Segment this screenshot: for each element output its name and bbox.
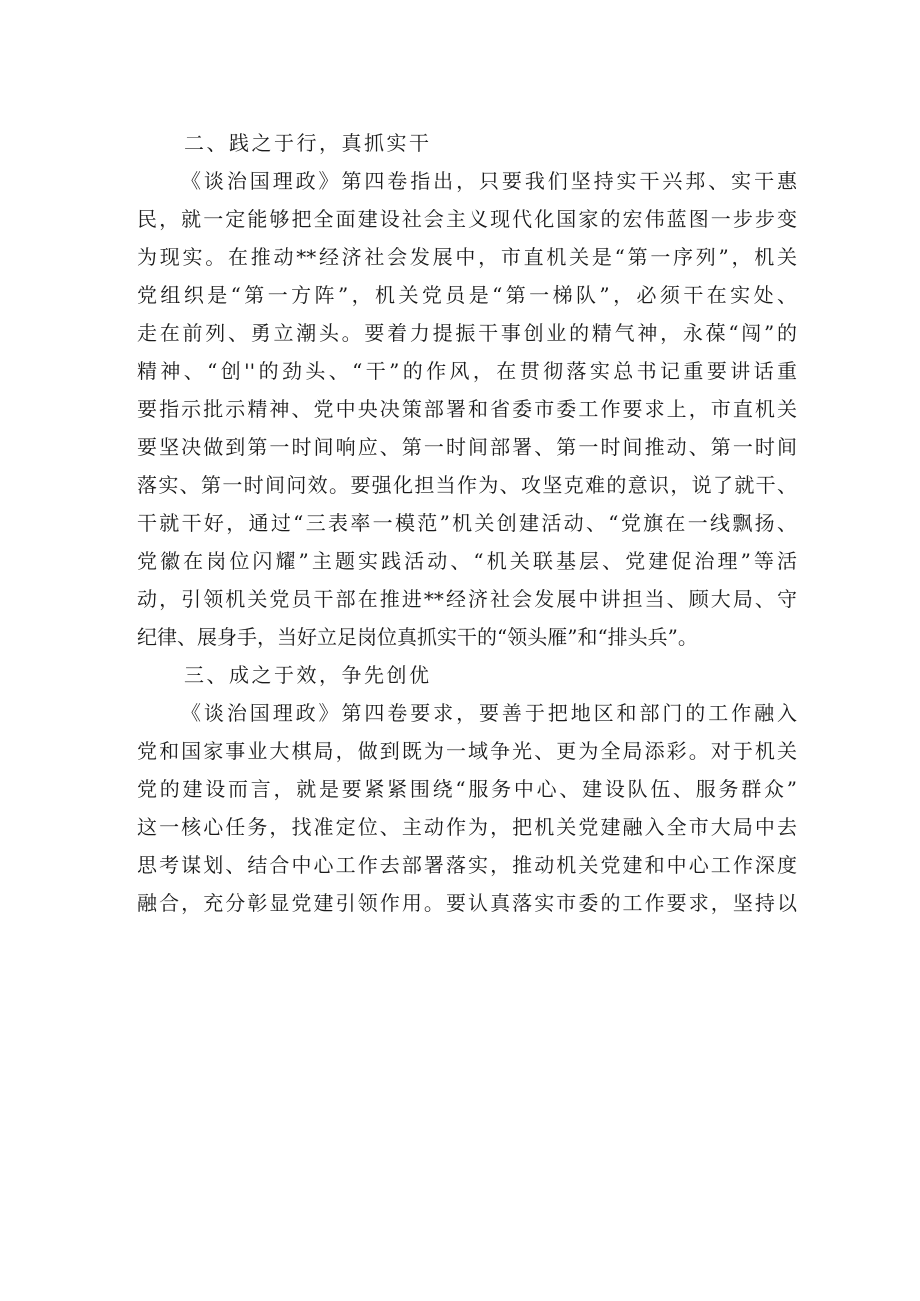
paragraph-line: 纪律、展身手，当好立足岗位真抓实干的“领头雁”和“排头兵”。 [137,625,698,649]
paragraph-line: 党徽在岗位闪耀”主题实践活动、“机关联基层、党建促治理”等活 [137,549,797,573]
paragraph-line: 《谈治国理政》第四卷指出，只要我们坚持实干兴邦、实干惠 [181,169,797,193]
paragraph-line: 精神、“创''的劲头、“干”的作风，在贯彻落实总书记重要讲话重 [137,359,797,383]
paragraph-line: 党组织是“第一方阵”，机关党员是“第一梯队”，必须干在实处、 [137,283,797,307]
paragraph-line: 思考谋划、结合中心工作去部署落实，推动机关党建和中心工作深度 [137,853,797,877]
paragraph-line: 干就干好，通过“三表率一模范”机关创建活动、“党旗在一线飘扬、 [137,511,797,535]
paragraph-line: 党和国家事业大棋局，做到既为一域争光、更为全局添彩。对于机关 [137,739,797,763]
section-3-paragraph [137,694,797,922]
paragraph-line: 党的建设而言，就是要紧紧围绕“服务中心、建设队伍、服务群众” [137,777,797,801]
paragraph-line: 要指示批示精神、党中央决策部署和省委市委工作要求上，市直机关 [137,397,797,421]
paragraph-line: 走在前列、勇立潮头。要着力提振干事创业的精气神，永葆“闯”的 [137,321,797,345]
paragraph-line: 融合，充分彰显党建引领作用。要认真落实市委的工作要求，坚持以 [137,891,797,915]
paragraph-line: 为现实。在推动**经济社会发展中，市直机关是“第一序列”，机关 [137,245,797,269]
section-2-paragraph [137,162,797,656]
section-heading-2: 二、践之于行，真抓实干 [184,131,432,155]
paragraph-line: 动，引领机关党员干部在推进**经济社会发展中讲担当、顾大局、守 [137,587,797,611]
section-heading-3: 三、成之于效，争先创优 [184,663,432,687]
document-body [137,124,797,922]
paragraph-line: 《谈治国理政》第四卷要求，要善于把地区和部门的工作融入 [181,701,797,725]
paragraph-line: 落实、第一时间问效。要强化担当作为、攻坚克难的意识，说了就干、 [137,473,797,497]
paragraph-line: 要坚决做到第一时间响应、第一时间部署、第一时间推动、第一时间 [137,435,797,459]
paragraph-line: 民，就一定能够把全面建设社会主义现代化国家的宏伟蓝图一步步变 [137,207,797,231]
paragraph-line: 这一核心任务，找准定位、主动作为，把机关党建融入全市大局中去 [137,815,797,839]
